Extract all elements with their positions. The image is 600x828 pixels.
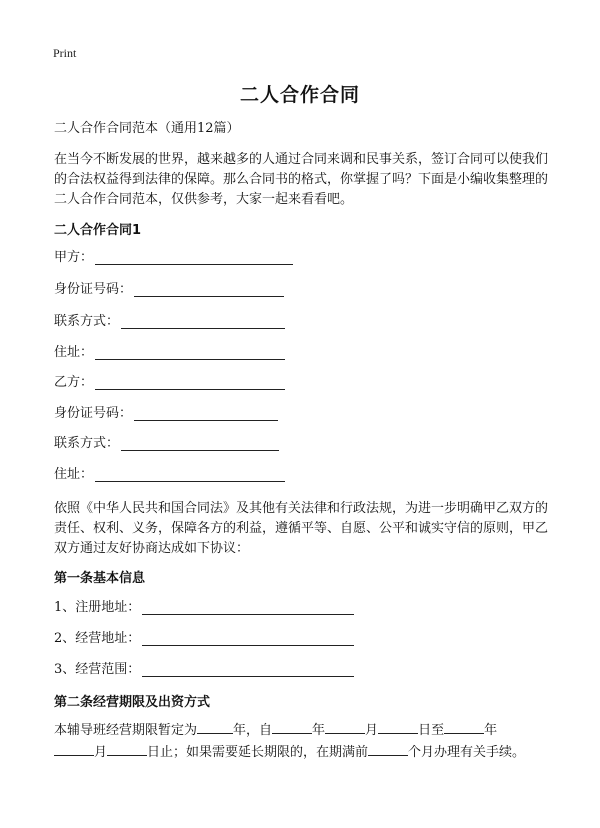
party-a-label: 甲方： [54, 250, 94, 265]
end-month-prefix-blank [54, 742, 94, 756]
document-subtitle: 二人合作合同范本（通用12篇） [54, 121, 240, 136]
document-title: 二人合作合同 [239, 84, 360, 106]
term-text-9: 个月办理有关手续。 [408, 745, 526, 760]
section-heading-contract-1: 二人合作合同1 [54, 223, 142, 238]
term-text-3: 年 [312, 723, 326, 738]
party-a-field [54, 246, 293, 268]
id-b-blank [134, 406, 278, 421]
term-text-7: 月 [94, 745, 108, 760]
extension-months-blank [368, 742, 408, 756]
id-b-label: 身份证号码： [54, 406, 133, 421]
print-link[interactable]: Print [53, 46, 77, 60]
address-a-blank [95, 345, 285, 360]
party-a-blank [95, 250, 293, 265]
business-scope-field [54, 658, 354, 680]
business-address-blank [142, 631, 354, 646]
contact-b-blank [121, 436, 279, 451]
address-b-field [54, 463, 285, 485]
address-a-label: 住址： [54, 345, 94, 360]
intro-paragraph: 在当今不断发展的世界，越来越多的人通过合同来调和民事关系，签订合同可以使我们的合法权益得到法律的保障。那么合同书的格式，你掌握了吗？下面是小编收集整理的二人合作合同范本，仅供参考，大家一起来看看吧。 [54, 152, 549, 207]
contact-a-field [54, 310, 285, 332]
article-2-heading: 第二条经营期限及出资方式 [54, 695, 211, 710]
address-a-field [54, 341, 285, 363]
business-address-field [54, 627, 354, 649]
end-year-blank [444, 720, 484, 734]
registered-address-blank [142, 600, 354, 615]
contact-a-blank [121, 314, 285, 329]
business-scope-blank [142, 662, 354, 677]
contact-b-label: 联系方式： [54, 436, 120, 451]
registered-address-label: 1、注册地址： [54, 600, 141, 615]
term-text-6: 年 [484, 723, 498, 738]
term-text-2: 年，自 [233, 723, 273, 738]
id-a-label: 身份证号码： [54, 282, 133, 297]
term-text-8: 日止；如果需要延长期限的，在期满前 [147, 745, 369, 760]
start-year-blank [272, 720, 312, 734]
party-b-field [54, 371, 285, 393]
contact-a-label: 联系方式： [54, 314, 120, 329]
agreement-paragraph: 依照《中华人民共和国合同法》及其他有关法律和行政法规，为进一步明确甲乙双方的责任、权利、义务，保障各方的利益，遵循平等、自愿、公平和诚实守信的原则，甲乙双方通过友好协商达成如下协议： [54, 501, 549, 556]
id-a-blank [134, 282, 284, 297]
article-1-heading: 第一条基本信息 [54, 571, 146, 586]
start-month-blank [325, 720, 365, 734]
term-years-blank [197, 720, 233, 734]
article-2-paragraph [54, 720, 554, 764]
business-address-label: 2、经营地址： [54, 631, 141, 646]
registered-address-field [54, 596, 354, 618]
term-text-1: 本辅导班经营期限暂定为 [54, 723, 198, 738]
party-b-blank [95, 375, 285, 390]
term-text-4: 月 [365, 723, 379, 738]
business-scope-label: 3、经营范围： [54, 662, 141, 677]
party-b-label: 乙方： [54, 375, 94, 390]
start-day-blank [378, 720, 418, 734]
address-b-label: 住址： [54, 467, 94, 482]
term-text-5: 日至 [418, 723, 445, 738]
address-b-blank [95, 467, 285, 482]
id-b-field [54, 402, 278, 424]
contact-b-field [54, 432, 279, 454]
end-day-blank [107, 742, 147, 756]
id-a-field [54, 278, 284, 300]
